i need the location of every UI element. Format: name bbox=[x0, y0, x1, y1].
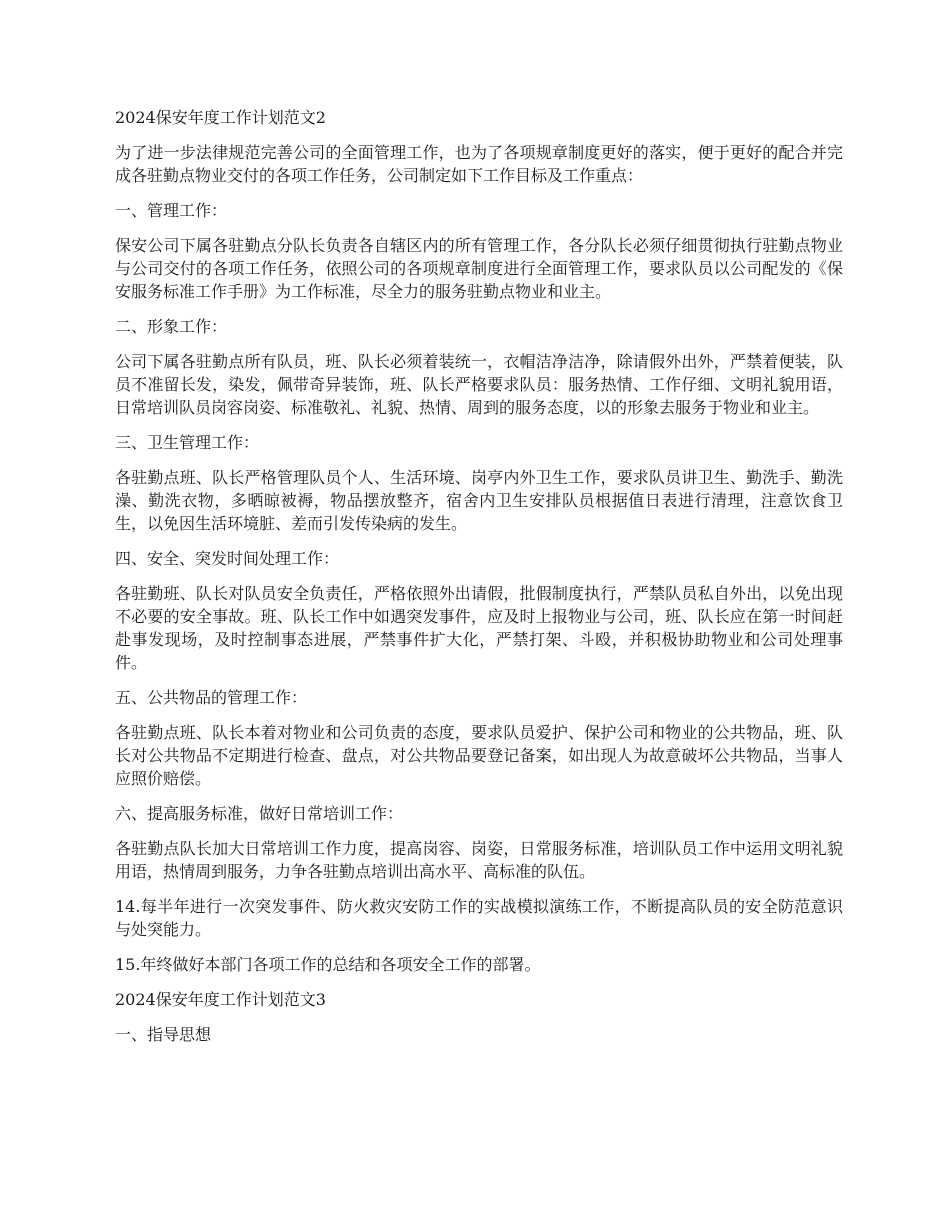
paragraph-safety: 各驻勤班、队长对队员安全负责任，严格依照外出请假，批假制度执行，严禁队员私自外出，以免出现不必要的安全事故。班、队长工作中如遇突发事件，应及时上报物业与公司，班、队长应在第一时间赶赴事发现场，及时控制事态进展，严禁事件扩大化，严禁打架、斗殴，并积极协助物业和公司处理事件。 bbox=[115, 584, 843, 672]
section-title-plan-2: 2024保安年度工作计划范文2 bbox=[115, 108, 326, 127]
heading-guiding-thought: 一、指导思想 bbox=[115, 1025, 212, 1044]
paragraph-management: 保安公司下属各驻勤点分队长负责各自辖区内的所有管理工作，各分队长必须仔细贯彻执行驻勤点物业与公司交付的各项工作任务，依照公司的各项规章制度进行全面管理工作，要求队员以公司配发的《保安服务标准工作手册》为工作标准，尽全力的服务驻勤点物业和业主。 bbox=[115, 236, 843, 301]
heading-safety: 四、安全、突发时间处理工作： bbox=[115, 549, 340, 568]
heading-image: 二、形象工作： bbox=[115, 317, 228, 336]
document-page bbox=[115, 106, 843, 1058]
paragraph-hygiene: 各驻勤点班、队长严格管理队员个人、生活环境、岗亭内外卫生工作，要求队员讲卫生、勤洗手、勤洗澡、勤洗衣物，多晒晾被褥，物品摆放整齐，宿舍内卫生安排队员根据值日表进行清理，注意饮食卫生，以免因生活环境脏、差而引发传染病的发生。 bbox=[115, 468, 843, 533]
paragraph-item-14: 14.每半年进行一次突发事件、防火救灾安防工作的实战模拟演练工作，不断提高队员的安全防范意识与处突能力。 bbox=[115, 897, 843, 939]
heading-management: 一、管理工作： bbox=[115, 201, 228, 220]
paragraph-public-goods: 各驻勤点班、队长本着对物业和公司负责的态度，要求队员爱护、保护公司和物业的公共物品，班、队长对公共物品不定期进行检查、盘点，对公共物品要登记备案，如出现人为故意破坏公共物品，当事人应照价赔偿。 bbox=[115, 723, 843, 788]
paragraph-training: 各驻勤点队长加大日常培训工作力度，提高岗容、岗姿，日常服务标准，培训队员工作中运用文明礼貌用语，热情周到服务，力争各驻勤点培训出高水平、高标准的队伍。 bbox=[115, 839, 843, 881]
heading-public-goods: 五、公共物品的管理工作： bbox=[115, 688, 308, 707]
paragraph-item-15: 15.年终做好本部门各项工作的总结和各项安全工作的部署。 bbox=[115, 955, 541, 974]
heading-training: 六、提高服务标准，做好日常培训工作： bbox=[115, 804, 404, 823]
paragraph-image: 公司下属各驻勤点所有队员，班、队长必须着装统一，衣帽洁净洁净，除请假外出外，严禁着便装，队员不准留长发，染发，佩带奇异装饰，班、队长严格要求队员：服务热情、工作仔细、文明礼貌用语，日常培训队员岗容岗姿、标准敬礼、礼貌、热情、周到的服务态度，以的形象去服务于物业和业主。 bbox=[115, 352, 843, 417]
intro-paragraph: 为了进一步法律规范完善公司的全面管理工作，也为了各项规章制度更好的落实，便于更好的配合并完成各驻勤点物业交付的各项工作任务，公司制定如下工作目标及工作重点： bbox=[115, 143, 843, 185]
section-title-plan-3: 2024保安年度工作计划范文3 bbox=[115, 990, 326, 1009]
heading-hygiene: 三、卫生管理工作： bbox=[115, 433, 260, 452]
